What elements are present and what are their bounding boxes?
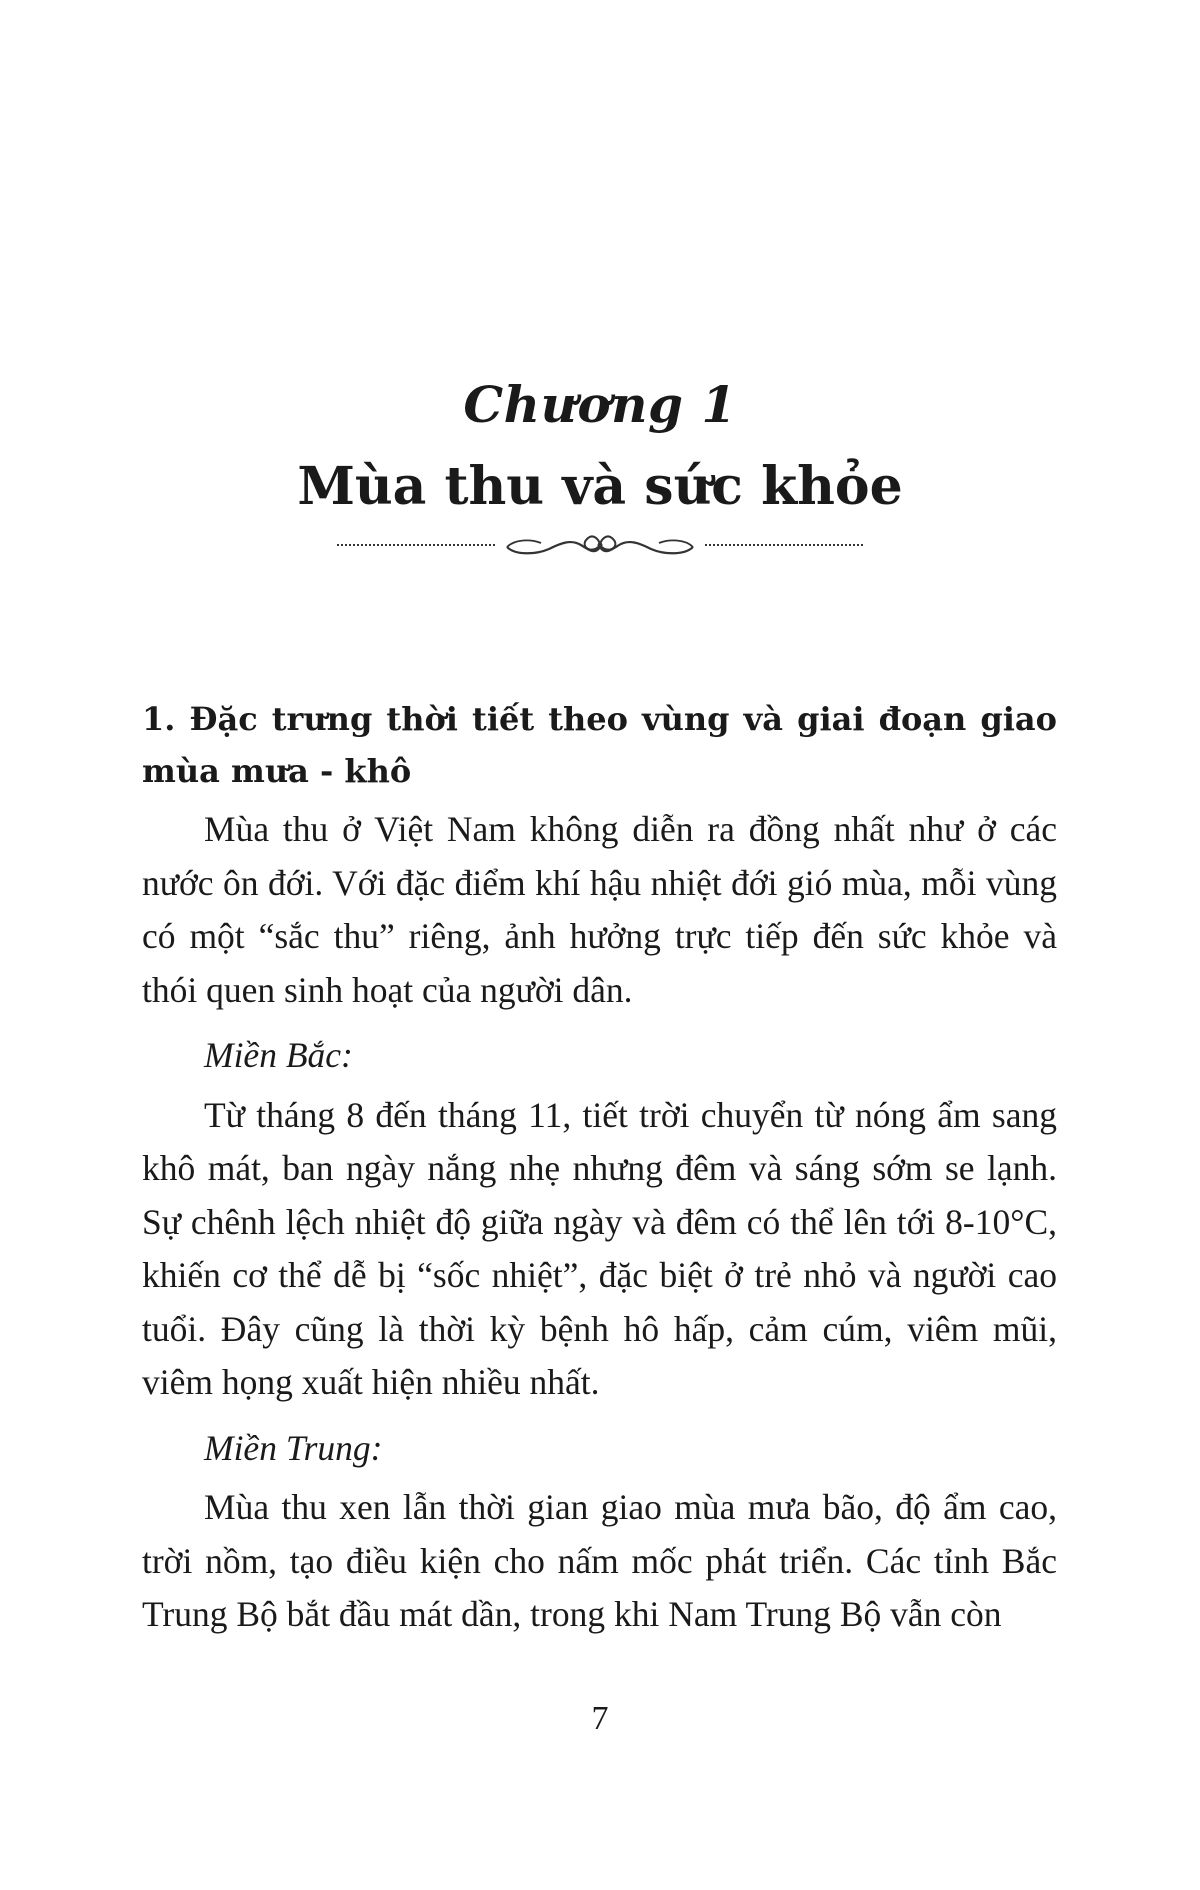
- main-content: [142, 693, 1057, 1654]
- region-heading-north: Miền Bắc:: [204, 1035, 353, 1075]
- chapter-title: Mùa thu và sức khỏe: [297, 456, 903, 517]
- ornament-divider: [335, 525, 865, 565]
- region-paragraph-central: Mùa thu xen lẫn thời gian giao mùa mưa bão, độ ẩm cao, trời nồm, tạo điều kiện cho nấm mốc phát triển. Các tỉnh Bắc Trung Bộ bắt đầu mát dần, trong khi Nam Trung Bộ vẫn còn: [142, 1487, 1057, 1634]
- page-number: 7: [591, 1700, 609, 1737]
- section-heading: 1. Đặc trưng thời tiết theo vùng và giai đoạn giao mùa mưa - khô: [142, 700, 1057, 790]
- region-heading-central: Miền Trung:: [204, 1427, 383, 1468]
- intro-paragraph: Mùa thu ở Việt Nam không diễn ra đồng nhất như ở các nước ôn đới. Với đặc điểm khí hậu nhiệt đới gió mùa, mỗi vùng có một “sắc thu” riêng, ảnh hưởng trực tiếp đến sức khỏe và thói quen sinh hoạt của người dân.: [142, 809, 1057, 1010]
- region-paragraph-north: Từ tháng 8 đến tháng 11, tiết trời chuyển từ nóng ẩm sang khô mát, ban ngày nắng nhẹ nhưng đêm và sáng sớm se lạnh. Sự chênh lệch nhiệt độ giữa ngày và đêm có thể lên tới 8-10°C, khiến cơ thể dễ bị “sốc nhiệt”, đặc biệt ở trẻ nhỏ và người cao tuổi. Đây cũng là thời kỳ bệnh hô hấp, cảm cúm, viêm mũi, viêm họng xuất hiện nhiều nhất.: [142, 1094, 1057, 1402]
- chapter-label: Chương 1: [463, 375, 737, 434]
